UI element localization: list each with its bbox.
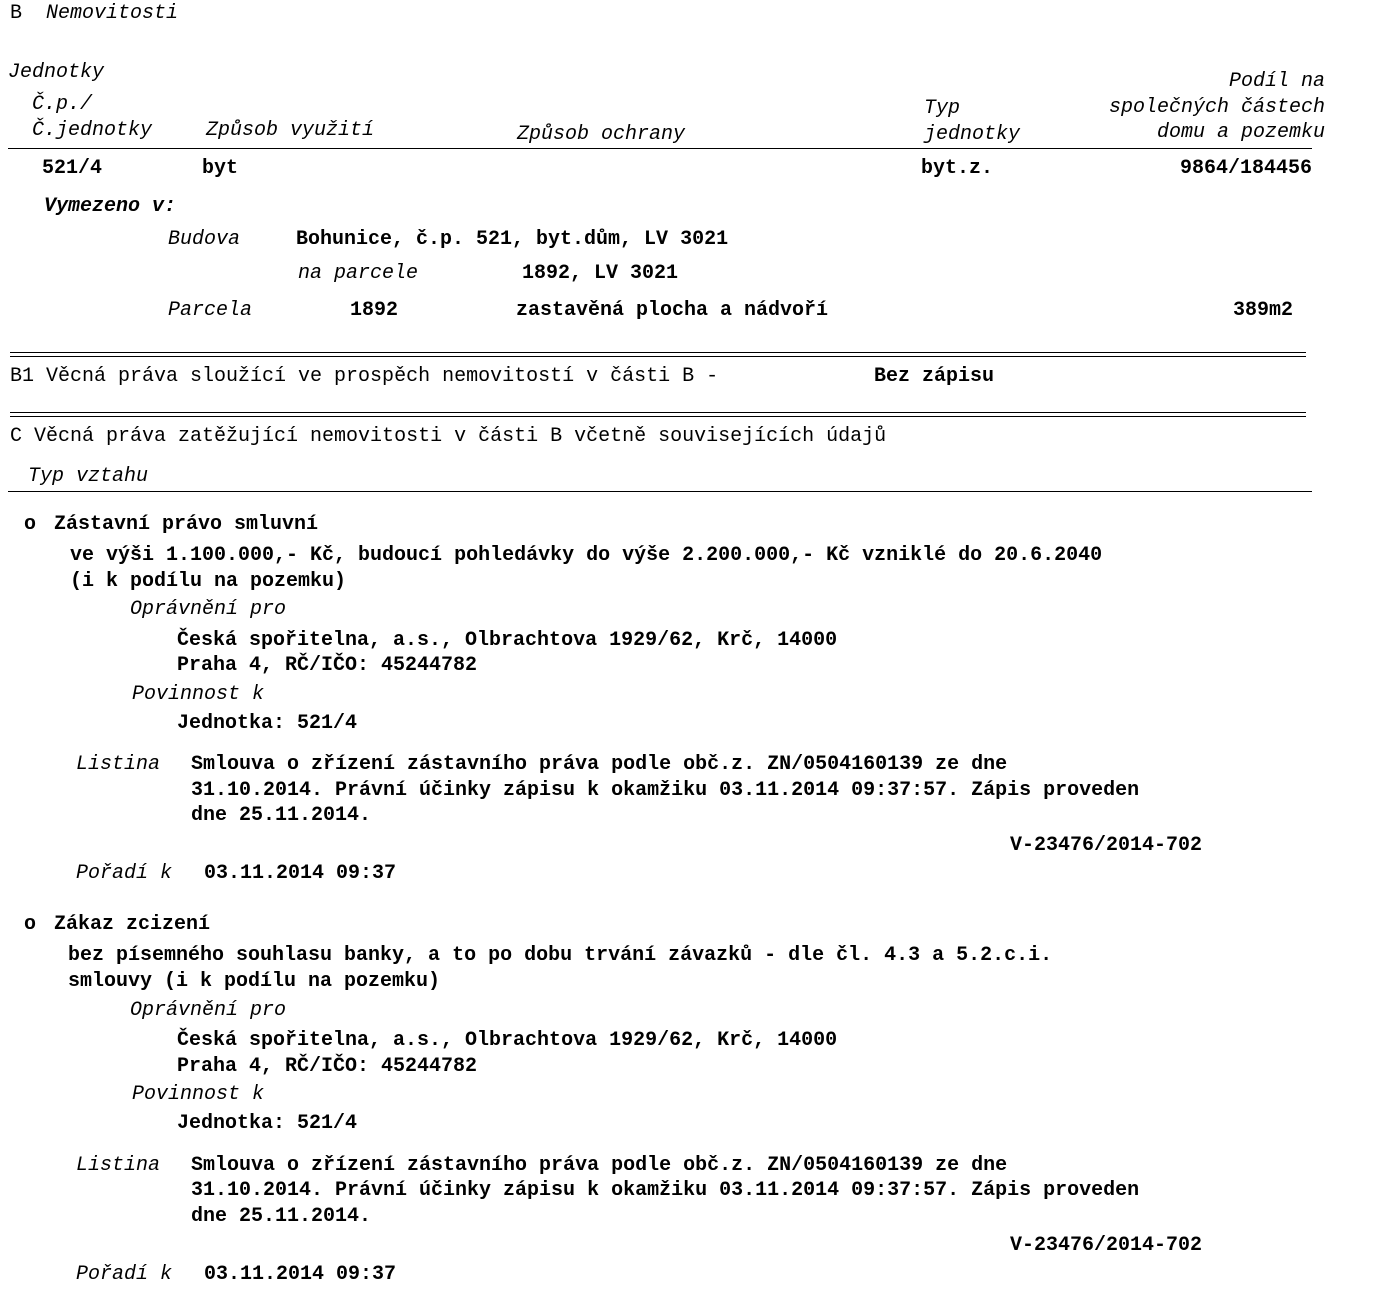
deed-text-line-2: 31.10.2014. Právní účinky zápisu k okamžiku 03.11.2014 09:37:57. Zápis proveden [191, 779, 1140, 802]
file-reference: V-23476/2014-702 [1010, 1234, 1203, 1257]
order-label: Pořadí k [76, 862, 173, 885]
parcel-number: 1892 [350, 299, 399, 322]
deed-label: Listina [76, 1154, 161, 1177]
entitled-address: Praha 4, RČ/IČO: 45244782 [177, 1055, 478, 1078]
file-reference: V-23476/2014-702 [1010, 834, 1203, 857]
building-value: Bohunice, č.p. 521, byt.dům, LV 3021 [296, 228, 729, 251]
defined-in-label: Vymezeno v: [44, 195, 177, 218]
section-c-title: C Věcná práva zatěžující nemovitosti v části B včetně souvisejících údajů [10, 425, 887, 448]
order-label: Pořadí k [76, 1263, 173, 1286]
unit-type: byt.z. [921, 157, 994, 180]
header-protection-label: Způsob ochrany [517, 123, 686, 146]
obligation-label: Povinnost k [132, 1083, 265, 1106]
section-b1-title: B1 Věcná práva sloužící ve prospěch nemovitostí v části B - [10, 365, 719, 388]
deed-text-line-3: dne 25.11.2014. [191, 1205, 372, 1228]
order-value: 03.11.2014 09:37 [204, 1263, 397, 1286]
section-b-letter: B [10, 2, 23, 25]
relation-type-header: Typ vztahu [28, 465, 149, 488]
header-group-label: Jednotky [8, 61, 105, 84]
header-type-label: Typ [924, 97, 961, 120]
parcel-area: 389m2 [1232, 299, 1293, 322]
entitled-address: Praha 4, RČ/IČO: 45244782 [177, 654, 478, 677]
unit-number: 521/4 [42, 157, 103, 180]
obligation-value: Jednotka: 521/4 [177, 712, 358, 735]
unit-use: byt [202, 157, 239, 180]
right-type: Zákaz zcizení [54, 913, 211, 936]
on-parcel-label: na parcele [298, 262, 419, 285]
entitled-name: Česká spořitelna, a.s., Olbrachtova 1929/62, Krč, 14000 [177, 1029, 838, 1052]
building-label: Budova [168, 228, 241, 251]
right-description: ve výši 1.100.000,- Kč, budoucí pohledávky do výše 2.200.000,- Kč vzniklé do 20.6.2040 [70, 544, 1103, 567]
bullet: o [24, 513, 37, 536]
entitled-label: Oprávnění pro [130, 999, 287, 1022]
header-cp-label: Č.p./ [32, 93, 93, 116]
deed-text: Smlouva o zřízení zástavního práva podle obč.z. ZN/0504160139 ze dne [191, 1154, 1008, 1177]
header-share-label-2: společných částech [1108, 96, 1325, 119]
order-value: 03.11.2014 09:37 [204, 862, 397, 885]
header-share-label-3: domu a pozemku [1156, 121, 1325, 144]
header-type-label-2: jednotky [924, 123, 1021, 146]
header-share-label: Podíl na [1228, 70, 1325, 93]
parcel-type: zastavěná plocha a nádvoří [516, 299, 829, 322]
deed-text-line-2: 31.10.2014. Právní účinky zápisu k okamžiku 03.11.2014 09:37:57. Zápis proveden [191, 1179, 1140, 1202]
header-unit-label: Č.jednotky [32, 119, 153, 142]
entitled-label: Oprávnění pro [130, 598, 287, 621]
entitled-name: Česká spořitelna, a.s., Olbrachtova 1929/62, Krč, 14000 [177, 629, 838, 652]
section-divider [10, 412, 1306, 417]
section-b-title: Nemovitosti [46, 2, 179, 25]
parcel-label: Parcela [168, 299, 253, 322]
right-description-cont: (i k podílu na pozemku) [70, 570, 347, 593]
obligation-value: Jednotka: 521/4 [177, 1112, 358, 1135]
deed-label: Listina [76, 753, 161, 776]
header-divider [8, 491, 1312, 492]
header-divider [8, 148, 1312, 149]
right-type: Zástavní právo smluvní [54, 513, 319, 536]
unit-share: 9864/184456 [1179, 157, 1312, 180]
right-description-cont: smlouvy (i k podílu na pozemku) [68, 970, 441, 993]
right-description: bez písemného souhlasu banky, a to po dobu trvání závazků - dle čl. 4.3 a 5.2.c.i. [68, 944, 1053, 967]
obligation-label: Povinnost k [132, 683, 265, 706]
on-parcel-value: 1892, LV 3021 [522, 262, 679, 285]
deed-text: Smlouva o zřízení zástavního práva podle obč.z. ZN/0504160139 ze dne [191, 753, 1008, 776]
deed-text-line-3: dne 25.11.2014. [191, 804, 372, 827]
header-use-label: Způsob využití [206, 119, 375, 142]
section-divider [10, 352, 1306, 357]
bullet: o [24, 913, 37, 936]
section-b1-status: Bez zápisu [874, 365, 995, 388]
